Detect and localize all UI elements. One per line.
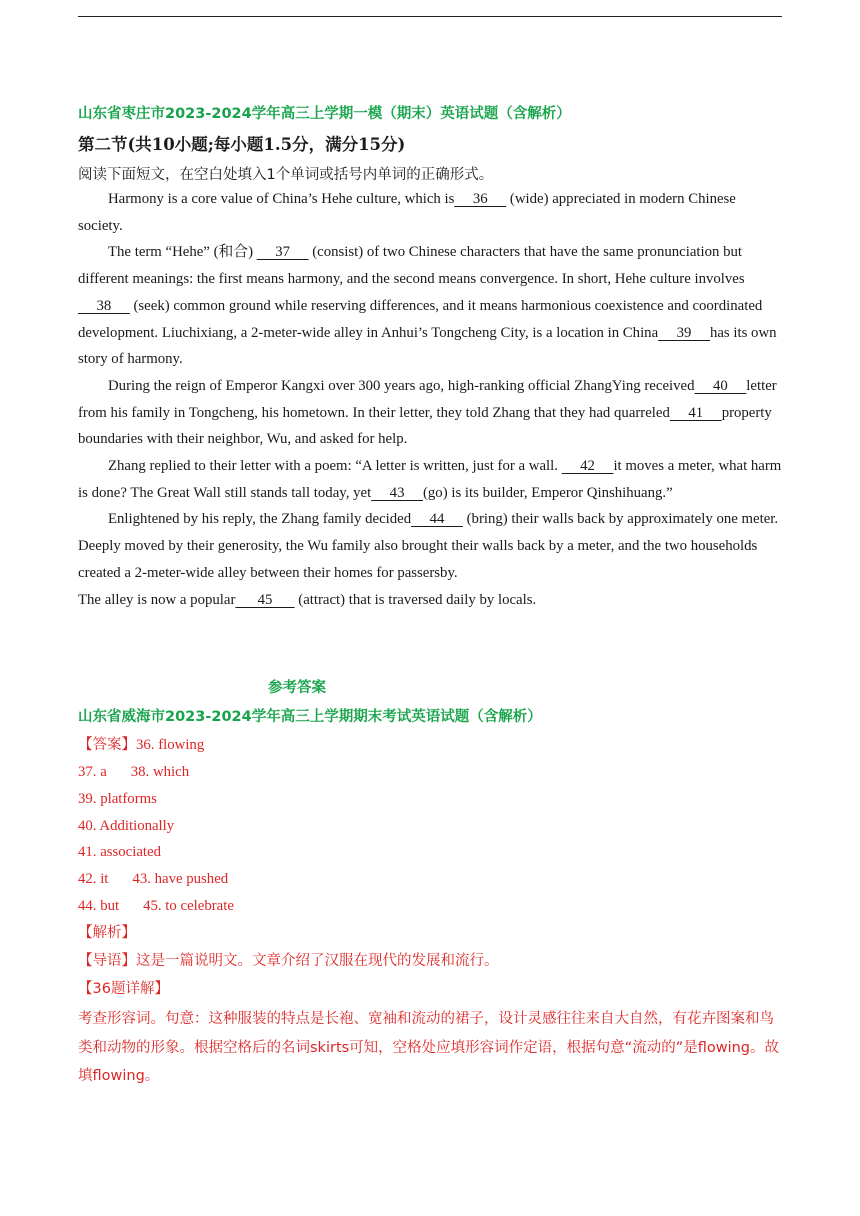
answer-43: 43. have pushed: [132, 871, 229, 888]
answer-heading: 参考答案: [268, 680, 326, 697]
blank-37: 37: [256, 244, 309, 261]
blank-36: 36: [454, 191, 507, 207]
answer-line-1: [78, 731, 782, 759]
blank-43: 43: [371, 484, 423, 501]
answer-37: 37. a: [78, 764, 107, 781]
passage-paragraph-1: Harmony is a core value of China’s Hehe culture, which is 36 (wide) appreciated in modern Chinese society.: [78, 191, 736, 234]
passage-paragraph-5: Enlightened by his reply, the Zhang family decided 44 (bring) their walls back by approximately one meter. Deeply moved by their generosity, the Wu family also brought their walls back by a meter, and the two households created a 2-meter-wide alley between their homes for passersby.: [78, 511, 779, 581]
document-page: [78, 103, 782, 1091]
blank-40: 40: [694, 377, 747, 394]
answer-38: 38. which: [130, 764, 190, 781]
blank-45: 45: [235, 591, 295, 608]
blank-41: 41: [669, 404, 722, 421]
answer-44: 44. but: [78, 897, 120, 914]
answer-line-2: [78, 759, 782, 786]
q36-explanation: 考查形容词。句意：这种服装的特点是长袍、宽袖和流动的裙子，设计灵感往往来自大自然，有花卉图案和鸟类和动物的形象。根据空格后的名词skirts可知，空格处应填形容词作定语，根据句意“流动的”是flowing。故填flowing。: [78, 1011, 779, 1085]
answer-line-5: [78, 839, 782, 866]
passage-paragraph-2: The term “Hehe” (和合) 37 (consist) of two Chinese characters that have the same pronunciation but different meanings: the first means harmony, and the second means convergence. In short, Hehe culture involves 38 (seek) common ground while reserving differences, and it means harmonious coexistence and coordinated development. Liuchixiang, a 2-meter-wide alley in Anhui’s Tongcheng City, is a location in China 39 has its own story of harmony.: [78, 244, 777, 368]
guide-tag: 【导语】: [78, 953, 136, 970]
guide-line: [78, 947, 782, 975]
answer-40: 40. Additionally: [78, 817, 175, 834]
answer-42: 42. it: [78, 871, 109, 888]
answer-source-title: 山东省威海市2023-2024学年高三上学期期末考试英语试题（含解析）: [78, 709, 542, 726]
passage-paragraph-3: During the reign of Emperor Kangxi over 300 years ago, high-ranking official ZhangYing received 40 letter from his family in Tongcheng, his hometown. In their letter, they told Zhang that they had quarreled 41 property boundaries with their neighbor, Wu, and asked for help.: [78, 377, 777, 448]
section-heading: 第二节(共10小题;每小题1.5分，满分15分): [78, 135, 406, 154]
answer-36: 36. flowing: [136, 737, 205, 754]
guide-text: 这是一篇说明文。文章介绍了汉服在现代的发展和流行。: [136, 953, 499, 970]
answer-line-3: [78, 786, 782, 813]
q36-tag: 【36题详解】: [78, 981, 169, 998]
passage-paragraph-6: The alley is now a popular 45 (attract) that is traversed daily by locals.: [78, 591, 537, 608]
answer-tag: 【答案】: [78, 737, 136, 754]
blank-44: 44: [411, 511, 463, 528]
answer-line-6: [78, 866, 782, 893]
instruction: 阅读下面短文，在空白处填入1个单词或括号内单词的正确形式。: [78, 167, 494, 183]
answer-41: 41. associated: [78, 844, 162, 861]
exam-title: 山东省枣庄市2023-2024学年高三上学期一模（期末）英语试题（含解析）: [78, 106, 571, 122]
answer-line-4: [78, 813, 782, 840]
answer-line-7: [78, 893, 782, 920]
answer-45: 45. to celebrate: [143, 897, 234, 914]
blank-38: 38: [78, 297, 130, 314]
blank-42: 42: [561, 458, 614, 475]
top-rule: [78, 16, 782, 17]
passage-paragraph-4: Zhang replied to their letter with a poem: “A letter is written, just for a wall. 42 it moves a meter, what harm is done? The Great Wall still stands tall today, yet 43 (go) is its builder, Emperor Qinshihuang.”: [78, 458, 782, 501]
analysis-tag: 【解析】: [78, 925, 136, 942]
blank-39: 39: [658, 324, 710, 341]
answer-39: 39. platforms: [78, 790, 157, 807]
